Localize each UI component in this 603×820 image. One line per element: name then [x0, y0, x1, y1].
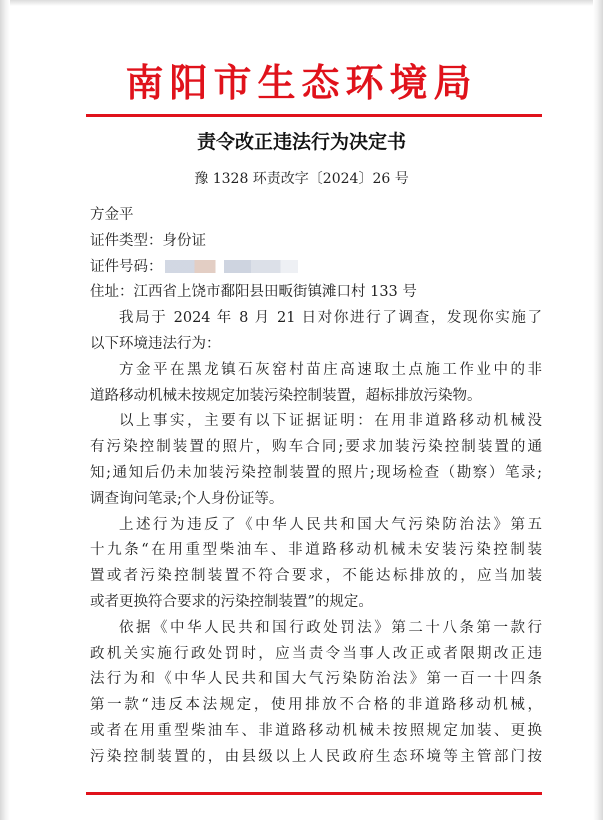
page-frame-left — [0, 0, 10, 820]
page-frame-top — [0, 0, 603, 6]
body-line: 知;通知后仍未加装污染控制装置的照片;现场检查（勘察）笔录; — [90, 464, 542, 481]
party-name: 方金平 — [90, 207, 134, 223]
body-line: 有污染控制装置的照片，购车合同;要求加装污染控制装置的通 — [90, 439, 542, 456]
footer-red-rule — [86, 792, 542, 795]
agency-name: 南阳市生态环境局 — [125, 61, 478, 105]
redacted-id-number — [165, 260, 313, 273]
body-line: 置或者污染控制装置不符合要求，不能达标排放的，应当加装 — [90, 568, 542, 585]
body-line: 或者在用重型柴油车、非道路移动机械未按照规定加装、更换 — [90, 722, 542, 739]
document-number: 豫 1328 环责改字〔2024〕26 号 — [194, 171, 409, 187]
body-line: 依据《中华人民共和国行政处罚法》第二十八条第一款行 — [119, 619, 542, 636]
body-line: 以下环境违法行为： — [90, 335, 221, 352]
body-line: 十九条“在用重型柴油车、非道路移动机械未安装污染控制装 — [90, 542, 542, 559]
body-line: 方金平在黑龙镇石灰窑村苗庄高速取土点施工作业中的非 — [119, 361, 542, 378]
party-address: 住址：江西省上饶市鄱阳县田畈街镇滩口村 133 号 — [90, 284, 417, 301]
body-line: 我局于 2024 年 8 月 21 日对你进行了调查，发现你实施了 — [119, 310, 542, 327]
body-line: 或者更换符合要求的污染控制装置”的规定。 — [90, 593, 373, 610]
body-paragraphs — [90, 306, 542, 770]
body-line: 法行为和《中华人民共和国大气污染防治法》第一百一十四条 — [90, 671, 542, 688]
body-line: 以上事实，主要有以下证据证明：在用非道路移动机械没 — [119, 413, 542, 430]
id-number-line — [90, 255, 542, 281]
body-line: 政机关实施行政处罚时，应当责令当事人改正或者限期改正违 — [90, 645, 542, 662]
id-type: 证件类型：身份证 — [90, 232, 206, 249]
body-line: 调查询问笔录;个人身份证等。 — [90, 490, 284, 507]
document-body — [90, 203, 542, 771]
page-frame-right — [593, 0, 603, 820]
id-number-label: 证件号码： — [90, 258, 163, 275]
body-line: 污染控制装置的，由县级以上人民政府生态环境等主管部门按 — [90, 748, 542, 765]
header-red-rule — [86, 114, 542, 117]
body-line: 上述行为违反了《中华人民共和国大气污染防治法》第五 — [119, 516, 542, 533]
body-line: 第一款“违反本法规定，使用排放不合格的非道路移动机械， — [90, 697, 542, 714]
body-line: 道路移动机械未按规定加装污染控制装置，超标排放污染物。 — [90, 387, 482, 404]
document-title: 责令改正违法行为决定书 — [196, 131, 406, 153]
